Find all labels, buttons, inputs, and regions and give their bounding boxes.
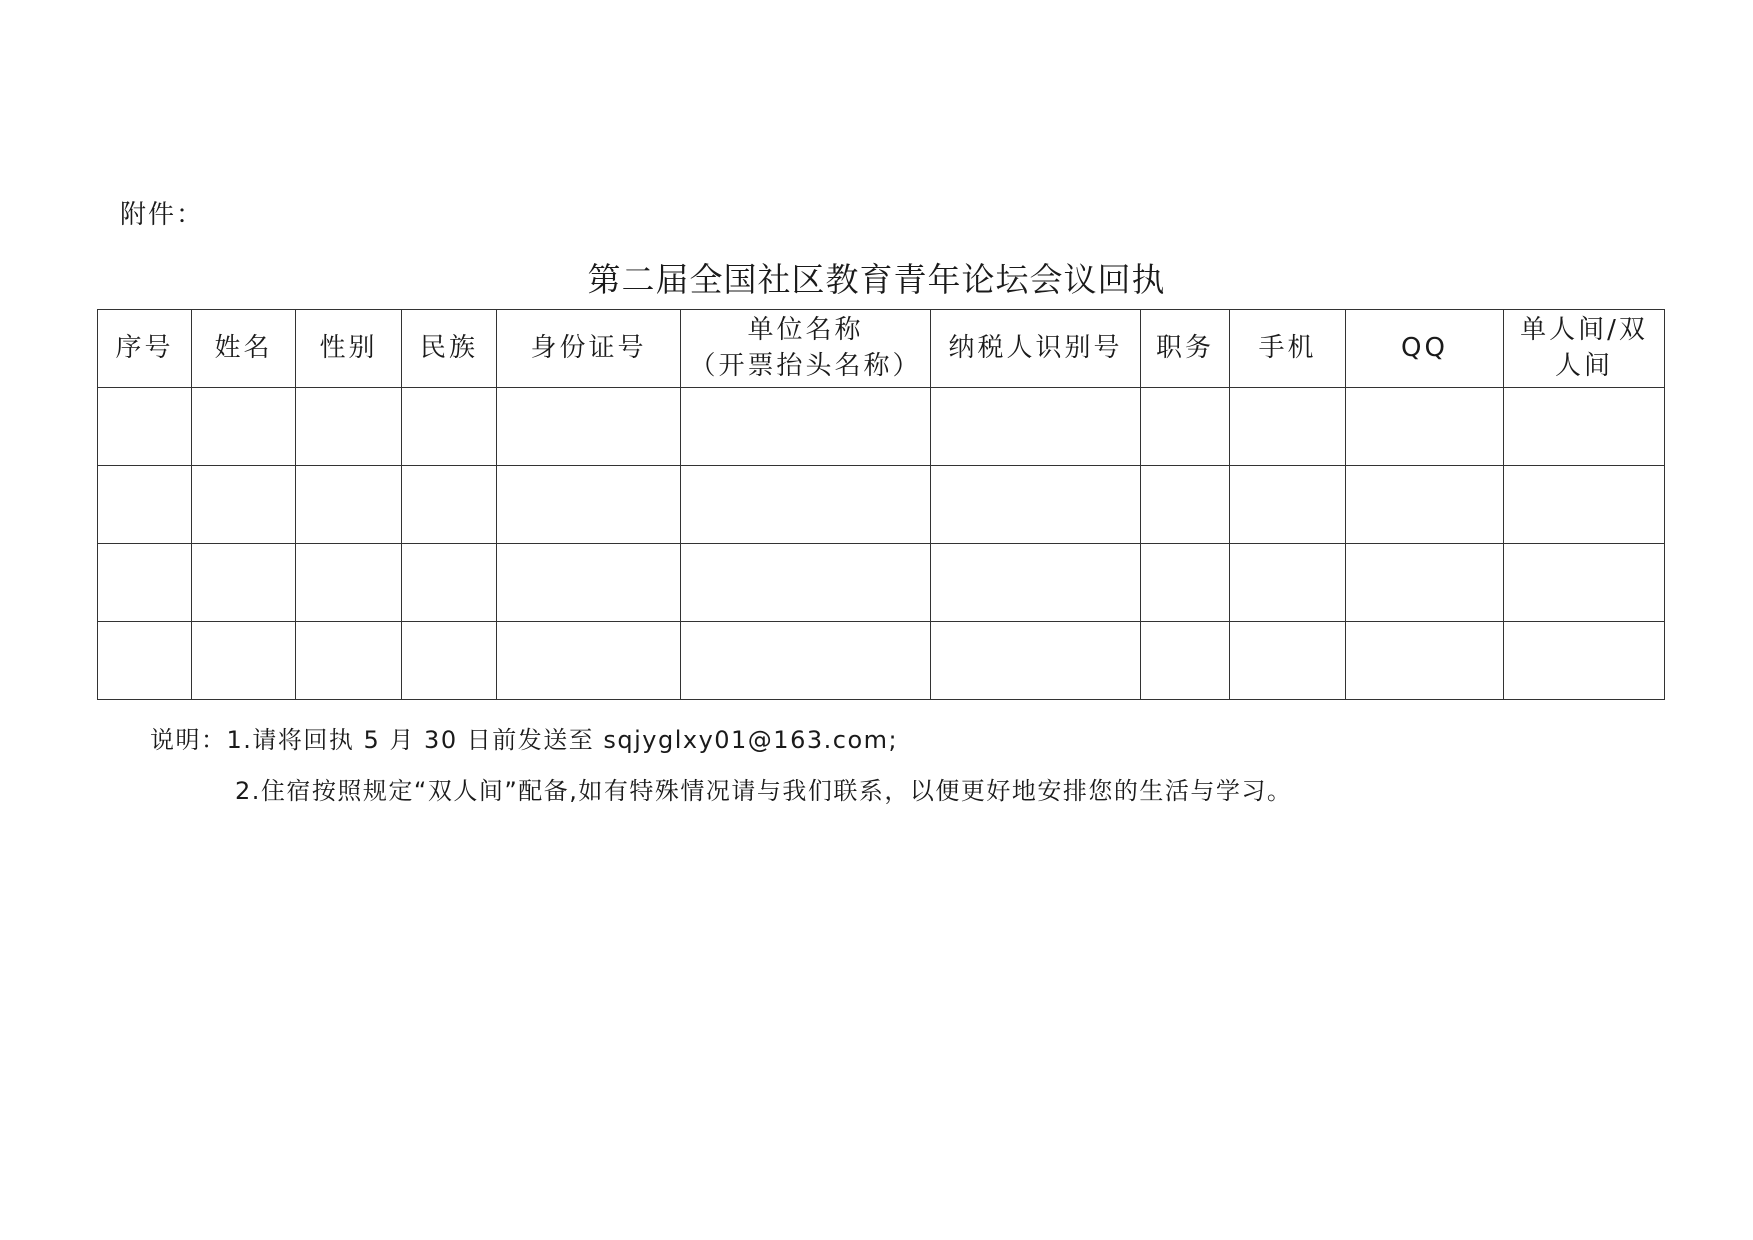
header-qq: QQ — [1346, 310, 1504, 388]
table-cell[interactable] — [296, 622, 402, 700]
table-cell[interactable] — [1141, 622, 1230, 700]
table-header-row — [98, 310, 1665, 388]
table-row — [98, 466, 1665, 544]
table-cell[interactable] — [1346, 466, 1504, 544]
document-title: 第二届全国社区教育青年论坛会议回执 — [587, 260, 1166, 299]
table-cell[interactable] — [497, 466, 681, 544]
table-cell[interactable] — [402, 466, 497, 544]
table-cell[interactable] — [497, 622, 681, 700]
note-1: 说明：1.请将回执 5 月 30 日前发送至 sqjyglxy01@163.com; — [150, 726, 899, 754]
table-cell[interactable] — [931, 622, 1141, 700]
header-taxpayer-id: 纳税人识别号 — [931, 310, 1141, 388]
table-cell[interactable] — [681, 622, 931, 700]
table-row — [98, 388, 1665, 466]
attachment-label: 附件： — [120, 200, 205, 230]
table-cell[interactable] — [1141, 388, 1230, 466]
header-name: 姓名 — [192, 310, 296, 388]
table-cell[interactable] — [402, 388, 497, 466]
table-cell[interactable] — [1230, 622, 1346, 700]
table-cell[interactable] — [192, 388, 296, 466]
table-cell[interactable] — [192, 466, 296, 544]
table-cell[interactable] — [98, 544, 192, 622]
header-phone: 手机 — [1230, 310, 1346, 388]
table-cell[interactable] — [296, 466, 402, 544]
table-cell[interactable] — [497, 544, 681, 622]
table-cell[interactable] — [931, 466, 1141, 544]
table-cell[interactable] — [1346, 544, 1504, 622]
header-position: 职务 — [1141, 310, 1230, 388]
table-cell[interactable] — [1230, 466, 1346, 544]
header-index: 序号 — [98, 310, 192, 388]
table-row — [98, 622, 1665, 700]
table-cell[interactable] — [681, 544, 931, 622]
header-ethnicity: 民族 — [402, 310, 497, 388]
table-cell[interactable] — [1346, 622, 1504, 700]
table-cell[interactable] — [1346, 388, 1504, 466]
table-cell[interactable] — [1141, 544, 1230, 622]
table-cell[interactable] — [681, 388, 931, 466]
table-cell[interactable] — [296, 544, 402, 622]
header-gender: 性别 — [296, 310, 402, 388]
header-organization: 单位名称 （开票抬头名称） — [681, 310, 931, 388]
table-cell[interactable] — [402, 622, 497, 700]
table-cell[interactable] — [1504, 544, 1665, 622]
table-cell[interactable] — [931, 388, 1141, 466]
table-cell[interactable] — [296, 388, 402, 466]
table-cell[interactable] — [1230, 544, 1346, 622]
table-cell[interactable] — [1504, 622, 1665, 700]
table-row — [98, 544, 1665, 622]
table-cell[interactable] — [931, 544, 1141, 622]
table-cell[interactable] — [1504, 388, 1665, 466]
table-cell[interactable] — [192, 622, 296, 700]
table-cell[interactable] — [98, 388, 192, 466]
header-room-type: 单人间/双 人间 — [1504, 310, 1665, 388]
table-cell[interactable] — [402, 544, 497, 622]
table-cell[interactable] — [497, 388, 681, 466]
table-cell[interactable] — [681, 466, 931, 544]
table-cell[interactable] — [98, 622, 192, 700]
table-cell[interactable] — [1230, 388, 1346, 466]
note-2: 2.住宿按照规定“双人间”配备,如有特殊情况请与我们联系，以便更好地安排您的生活与学习。 — [235, 777, 1293, 805]
table-cell[interactable] — [98, 466, 192, 544]
table-cell[interactable] — [1141, 466, 1230, 544]
registration-form-table — [97, 309, 1665, 700]
table-cell[interactable] — [192, 544, 296, 622]
header-id-number: 身份证号 — [497, 310, 681, 388]
table-cell[interactable] — [1504, 466, 1665, 544]
